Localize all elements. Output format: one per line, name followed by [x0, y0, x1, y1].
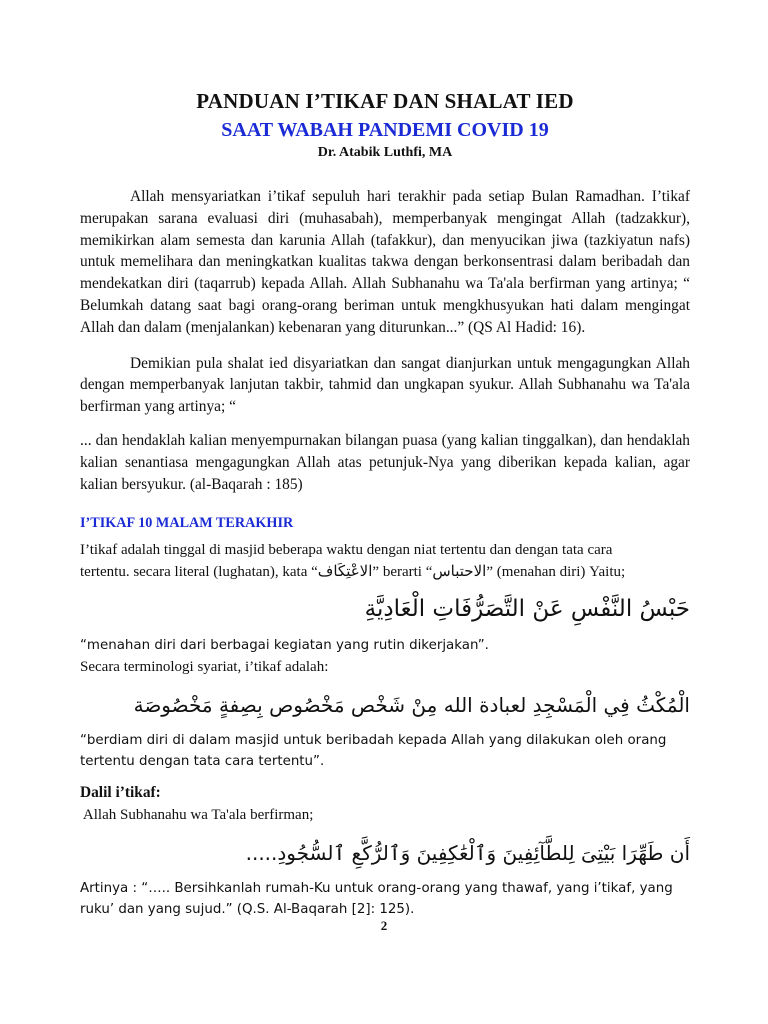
arabic-definition-literal: حَبْسُ النَّفْسِ عَنْ التَّصَرُّفَاتِ الْعَادِيَّةِ	[364, 596, 690, 623]
literal-meaning: “menahan diri dari berbagai kegiatan yang rutin dikerjakan”.	[80, 638, 489, 654]
dalil-heading: Dalil i’tikaf:	[80, 784, 161, 802]
arabic-definition-terminology: الْمُكْثُ فِي الْمَسْجِدِ لعبادة الله مِنْ شَخْص مَخْصُوص بِصِفةٍ مَخْصُوصَة	[133, 693, 690, 718]
author-name: Dr. Atabik Luthfi, MA	[317, 145, 453, 160]
intro-paragraph-1: Allah mensyariatkan i’tikaf sepuluh hari terakhir pada setiap Bulan Ramadhan. I’tikaf merupakan sarana evaluasi diri (muhasabah), memperbanyak mengingat Allah (tadzakkur), memikirkan alam semesta dan karunia Allah (tafakkur), dan menyucikan jiwa (tazkiyatun nafs) untuk memelihara dan meningkatkan kualitas takwa dengan berkonsentrasi dalam beribadah dan mendekatkan diri (taqarrub) kepada Allah. Allah Subhanahu wa Ta'ala berfirman yang artinya; “ Belumkah datang saat bagi orang-orang beriman untuk mengkhusyukan hati dalam mengingat Allah dan dalam (menjalankan) kebenaran yang diturunkan...” (QS Al Hadid: 16).	[80, 188, 690, 336]
terminology-meaning	[80, 730, 690, 772]
verse-translation-line-1: Artinya : “….. Bersihkanlah rumah-Ku untuk orang-orang yang thawaf, yang i’tikaf, yang	[80, 881, 673, 897]
verse-translation	[80, 878, 690, 920]
intro-paragraph-2: Demikian pula shalat ied disyariatkan dan sangat dianjurkan untuk mengagungkan Allah dengan memperbanyak lanjutan takbir, tahmid dan ungkapan syukur. Allah Subhanahu wa Ta'ala berfirman yang artinya; “	[80, 354, 690, 416]
arabic-verse: أَن طَهِّرَا بَيْتِىَ لِلطَّآئِفِينَ وَٱلْعَٰكِفِينَ وَٱلرُّكَّعِ ٱلسُّجُودِ.....	[245, 841, 690, 866]
itikaf-definition	[80, 539, 690, 583]
document-title: PANDUAN I’TIKAF DAN SHALAT IED	[196, 89, 574, 113]
terminology-meaning-line-2: tertentu dengan tata cara tertentu”.	[80, 754, 325, 770]
terminology-meaning-line-1: “berdiam diri di dalam masjid untuk beribadah kepada Allah yang dilakukan oleh orang	[80, 733, 667, 749]
verse-translation-line-2: ruku’ dan yang sujud.” (Q.S. Al-Baqarah [2]: 125).	[80, 902, 415, 918]
page-number: 2	[380, 918, 388, 933]
section-heading-itikaf: I’TIKAF 10 MALAM TERAKHIR	[80, 515, 294, 532]
terminology-intro: Secara terminologi syariat, i’tikaf adalah:	[80, 659, 329, 676]
definition-line-1: I’tikaf adalah tinggal di masjid beberapa waktu dengan niat tertentu dan dengan tata cara	[80, 542, 613, 559]
dalil-intro: Allah Subhanahu wa Ta'ala berfirman;	[80, 807, 314, 824]
document-subtitle: SAAT WABAH PANDEMI COVID 19	[221, 119, 549, 141]
intro-paragraph-3: ... dan hendaklah kalian menyempurnakan bilangan puasa (yang kalian tinggalkan), dan hendaklah kalian senantiasa mengagungkan Allah atas petunjuk-Nya yang diberikan kepada kalian, agar kalian bersyukur. (al-Baqarah : 185)	[80, 431, 690, 493]
definition-line-2: tertentu. secara literal (lughatan), kata “الاعْتِكَاف” berarti “الاحتباس” (menahan diri) Yaitu;	[80, 564, 626, 581]
